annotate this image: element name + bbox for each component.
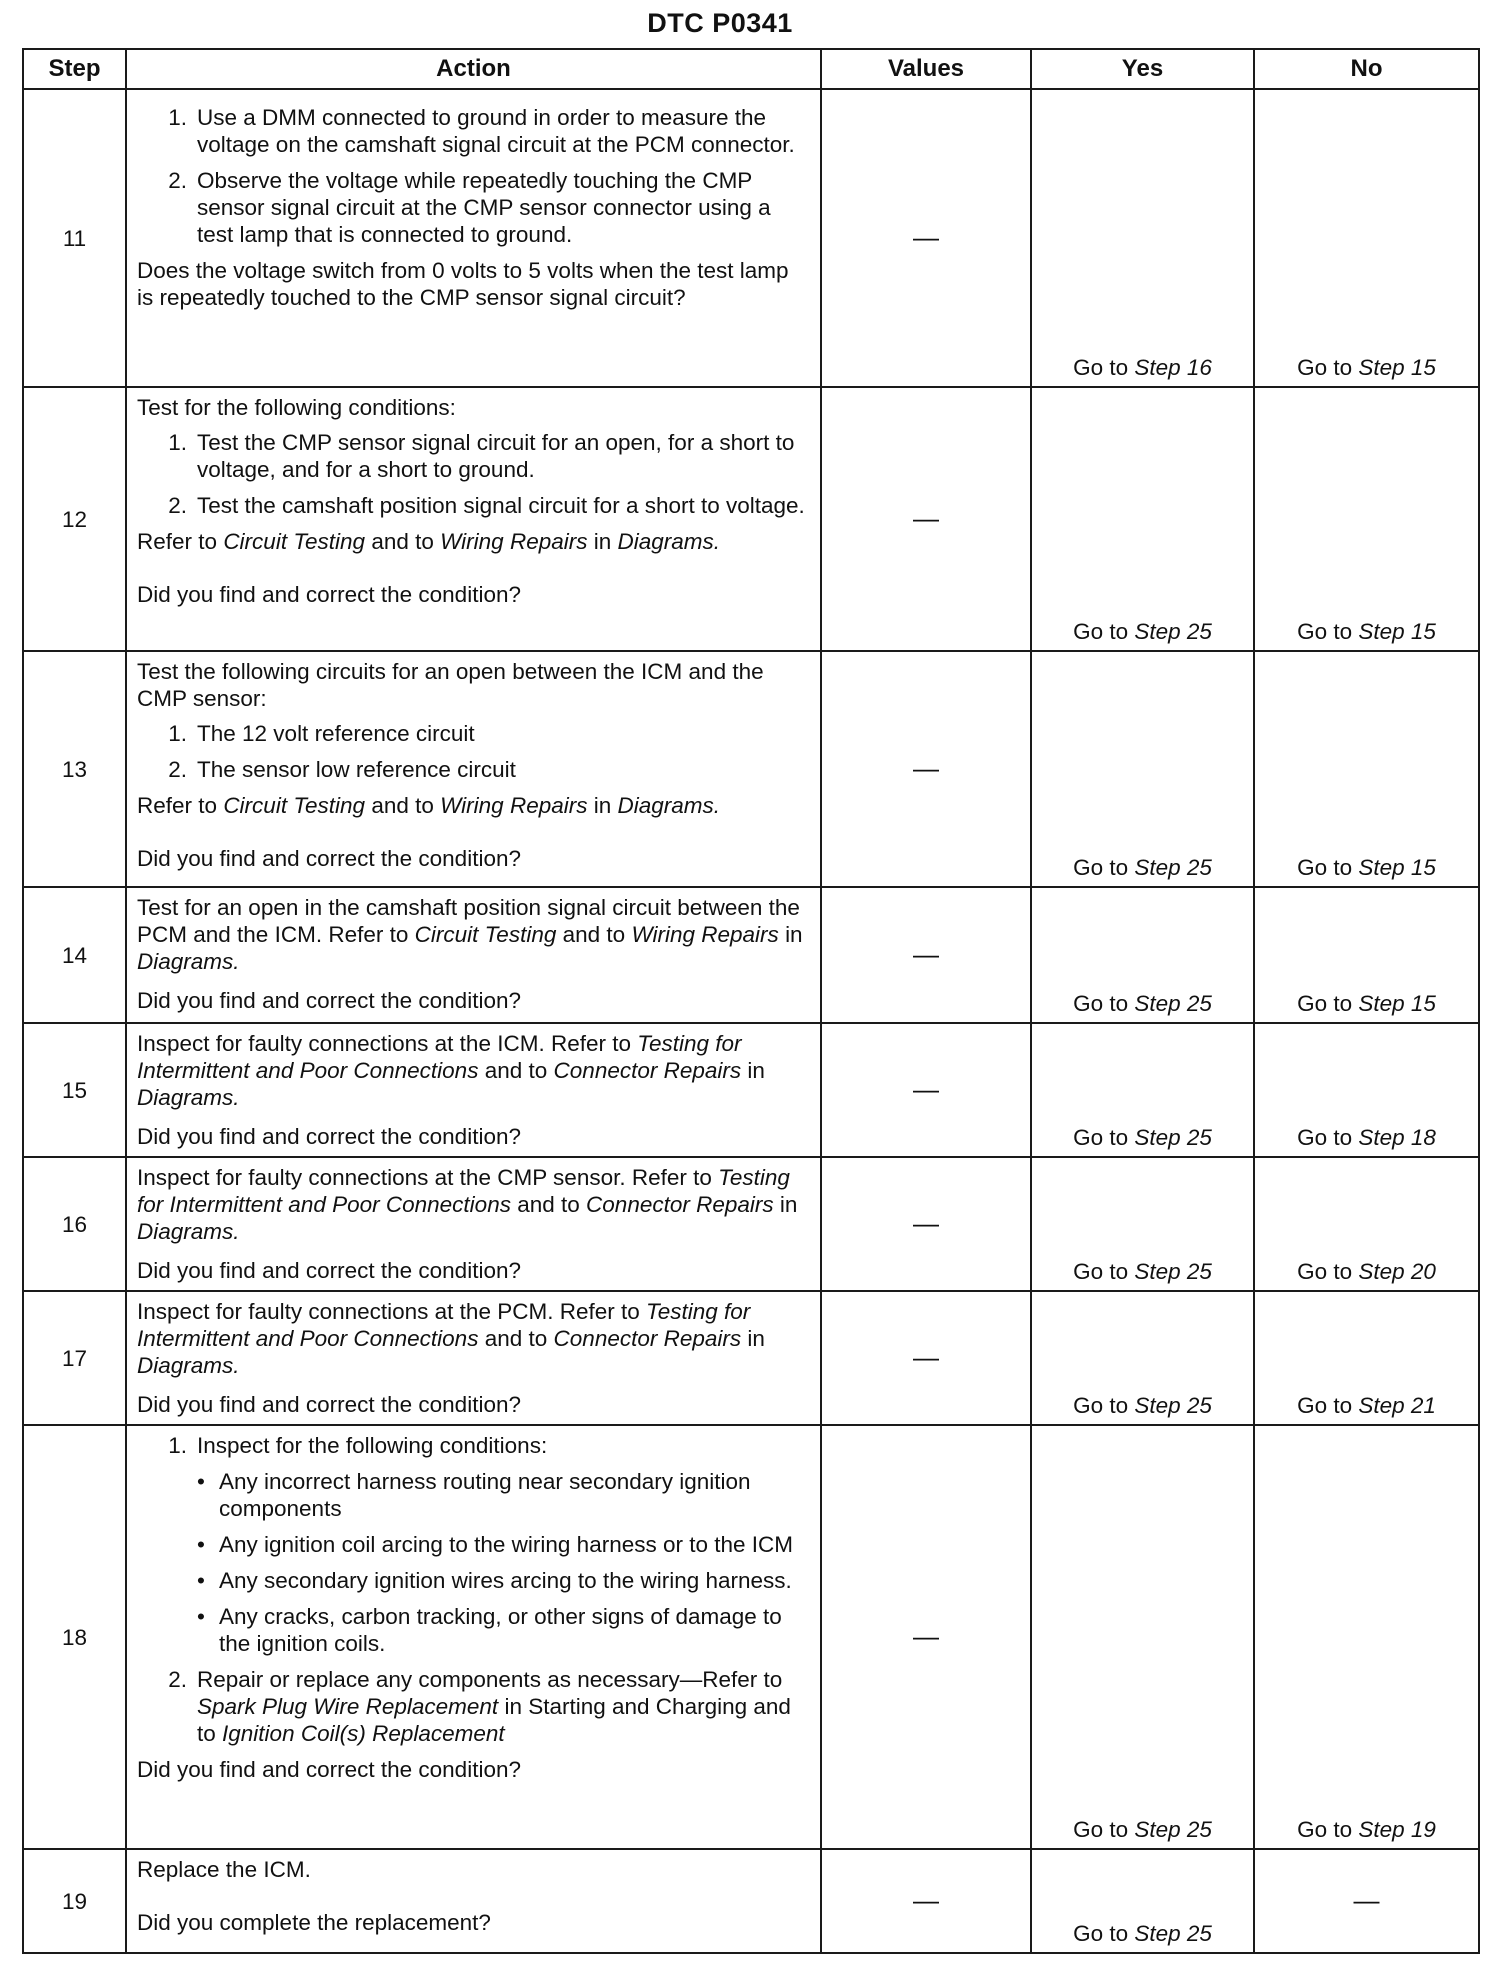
- step-number: 17: [23, 1291, 126, 1425]
- header-action: Action: [126, 49, 821, 89]
- list-item: 1. Test the CMP sensor signal circuit for an open, for a short to voltage, and for a short to ground.: [168, 430, 795, 482]
- header-yes: Yes: [1031, 49, 1254, 89]
- table-row: [23, 1425, 1479, 1849]
- action-cell: [126, 387, 821, 651]
- value-cell: —: [821, 387, 1031, 651]
- question-text: Did you find and correct the condition?: [137, 1392, 521, 1417]
- no-cell: Go to Step 19: [1254, 1425, 1479, 1849]
- no-cell: Go to Step 15: [1254, 651, 1479, 887]
- list-item: 2. The sensor low reference circuit: [168, 757, 516, 782]
- question-text: Does the voltage switch from 0 volts to 5 volts when the test lamp is repeatedly touched to the CMP sensor signal circuit?: [137, 258, 789, 310]
- action-cell: [126, 651, 821, 887]
- yes-cell: Go to Step 25: [1031, 1425, 1254, 1849]
- instruction-text: Inspect for faulty connections at the CMP sensor. Refer to Testing for Intermittent and Poor Connections and to Connector Repairs in Diagrams.: [137, 1165, 798, 1244]
- diagnostic-table: [22, 48, 1480, 1954]
- table-row: [23, 89, 1479, 387]
- question-text: Did you find and correct the condition?: [137, 1124, 521, 1149]
- header-no: No: [1254, 49, 1479, 89]
- table-row: [23, 651, 1479, 887]
- bullet-item: • Any cracks, carbon tracking, or other signs of damage to the ignition coils.: [197, 1604, 782, 1656]
- intro-text: Replace the ICM.: [137, 1857, 311, 1882]
- no-cell: Go to Step 15: [1254, 887, 1479, 1023]
- action-cell: [126, 1157, 821, 1291]
- intro-text: Test the following circuits for an open between the ICM and the CMP sensor:: [137, 659, 764, 711]
- question-text: Did you complete the replacement?: [137, 1910, 491, 1935]
- action-cell: [126, 887, 821, 1023]
- value-cell: —: [821, 1157, 1031, 1291]
- step-number: 15: [23, 1023, 126, 1157]
- header-step: Step: [23, 49, 126, 89]
- yes-cell: Go to Step 25: [1031, 387, 1254, 651]
- question-text: Did you find and correct the condition?: [137, 846, 521, 871]
- table-row: [23, 1291, 1479, 1425]
- table-row: [23, 1849, 1479, 1953]
- action-cell: [126, 89, 821, 387]
- step-number: 12: [23, 387, 126, 651]
- page-title: DTC P0341: [647, 8, 793, 38]
- value-cell: —: [821, 1291, 1031, 1425]
- step-number: 13: [23, 651, 126, 887]
- list-item: 1. Use a DMM connected to ground in order to measure the voltage on the camshaft signal circuit at the PCM connector.: [168, 105, 795, 157]
- list-item: 2. Repair or replace any components as necessary—Refer to Spark Plug Wire Replacement in Starting and Charging and to Ignition Coil(s) Replacement: [168, 1667, 791, 1746]
- header-values: Values: [821, 49, 1031, 89]
- action-cell: [126, 1023, 821, 1157]
- question-text: Did you find and correct the condition?: [137, 1757, 521, 1782]
- yes-cell: Go to Step 25: [1031, 1291, 1254, 1425]
- refer-text: Refer to Circuit Testing and to Wiring Repairs in Diagrams.: [137, 529, 721, 554]
- no-cell: Go to Step 18: [1254, 1023, 1479, 1157]
- value-cell: —: [821, 1023, 1031, 1157]
- value-cell: —: [821, 1849, 1031, 1953]
- value-cell: —: [821, 651, 1031, 887]
- intro-text: Test for the following conditions:: [137, 395, 456, 420]
- step-number: 19: [23, 1849, 126, 1953]
- question-text: Did you find and correct the condition?: [137, 582, 521, 607]
- list-item: 1. Inspect for the following conditions:: [168, 1433, 548, 1458]
- yes-cell: Go to Step 25: [1031, 1157, 1254, 1291]
- yes-cell: Go to Step 16: [1031, 89, 1254, 387]
- yes-cell: Go to Step 25: [1031, 1849, 1254, 1953]
- list-item: 2. Test the camshaft position signal circuit for a short to voltage.: [168, 493, 805, 518]
- action-cell: [126, 1291, 821, 1425]
- table-row: [23, 887, 1479, 1023]
- instruction-text: Inspect for faulty connections at the PCM. Refer to Testing for Intermittent and Poor Connections and to Connector Repairs in Diagrams.: [137, 1299, 765, 1378]
- value-cell: —: [821, 887, 1031, 1023]
- question-text: Did you find and correct the condition?: [137, 1258, 521, 1283]
- no-cell: Go to Step 21: [1254, 1291, 1479, 1425]
- instruction-text: Inspect for faulty connections at the ICM. Refer to Testing for Intermittent and Poor Connections and to Connector Repairs in Diagrams.: [137, 1031, 765, 1110]
- step-number: 16: [23, 1157, 126, 1291]
- bullet-item: • Any incorrect harness routing near secondary ignition components: [197, 1469, 751, 1521]
- list-item: 2. Observe the voltage while repeatedly touching the CMP sensor signal circuit at the CMP sensor connector using a test lamp that is connected to ground.: [168, 168, 771, 247]
- no-cell: Go to Step 15: [1254, 89, 1479, 387]
- bullet-item: • Any secondary ignition wires arcing to the wiring harness.: [197, 1568, 792, 1593]
- step-number: 11: [23, 89, 126, 387]
- action-cell: [126, 1425, 821, 1849]
- step-number: 14: [23, 887, 126, 1023]
- table-row: [23, 1023, 1479, 1157]
- refer-text: Refer to Circuit Testing and to Wiring Repairs in Diagrams.: [137, 793, 721, 818]
- step-number: 18: [23, 1425, 126, 1849]
- no-cell: Go to Step 20: [1254, 1157, 1479, 1291]
- list-item: 1. The 12 volt reference circuit: [168, 721, 475, 746]
- value-cell: —: [821, 1425, 1031, 1849]
- yes-cell: Go to Step 25: [1031, 651, 1254, 887]
- table-header-row: [23, 49, 1479, 89]
- table-row: [23, 1157, 1479, 1291]
- instruction-text: Test for an open in the camshaft position signal circuit between the PCM and the ICM. Refer to Circuit Testing and to Wiring Repairs in Diagrams.: [137, 895, 803, 974]
- yes-cell: Go to Step 25: [1031, 1023, 1254, 1157]
- yes-cell: Go to Step 25: [1031, 887, 1254, 1023]
- question-text: Did you find and correct the condition?: [137, 988, 521, 1013]
- no-cell: Go to Step 15: [1254, 387, 1479, 651]
- bullet-item: • Any ignition coil arcing to the wiring harness or to the ICM: [197, 1532, 794, 1557]
- value-cell: —: [821, 89, 1031, 387]
- table-row: [23, 387, 1479, 651]
- no-cell: —: [1254, 1849, 1479, 1953]
- action-cell: [126, 1849, 821, 1953]
